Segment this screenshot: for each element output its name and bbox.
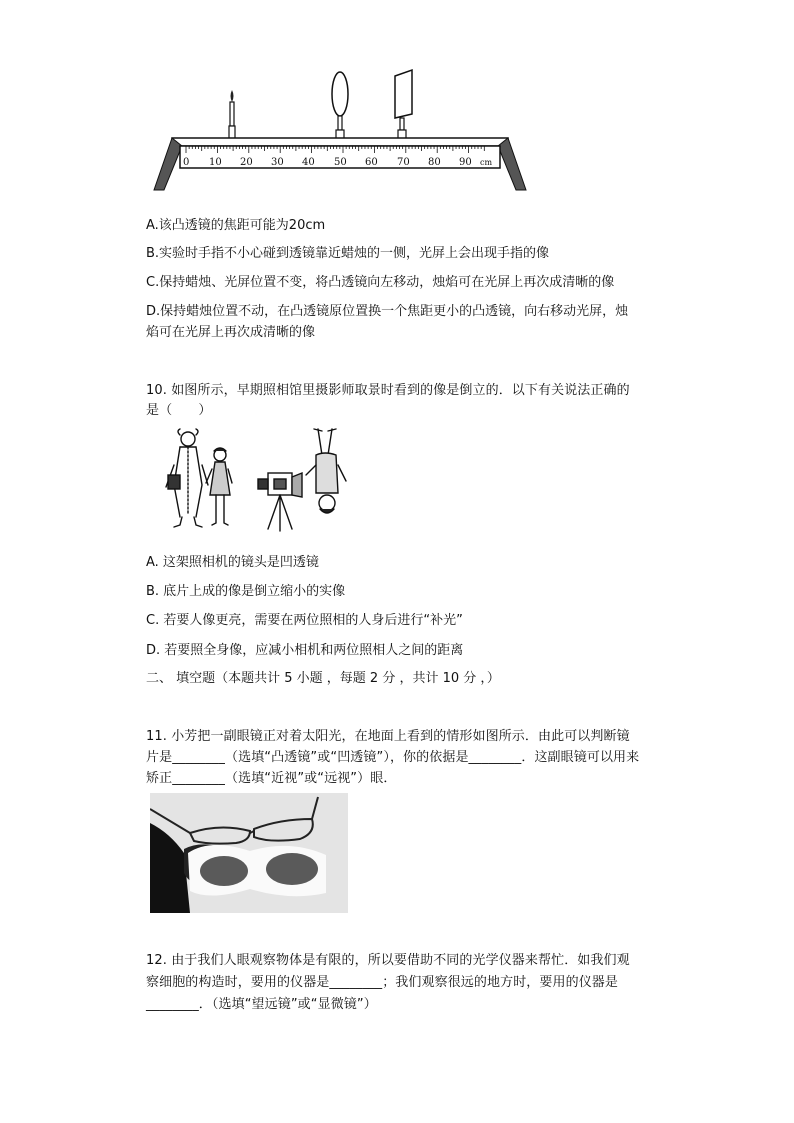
q11-line3: 矫正________（选填“近视”或“远视”）眼． [146,771,397,786]
ruler-label-0: 0 [183,157,190,168]
ruler-label-30: 30 [271,157,284,168]
ruler-label-60: 60 [365,157,378,168]
ruler-label-80: 80 [428,157,441,168]
photographer-cartoon-figure [150,425,360,540]
q10-stem-line1: 10. 如图所示，早期照相馆里摄影师取景时看到的像是倒立的．以下有关说法正确的 [146,383,630,398]
screen-icon [395,70,412,140]
woman-figure [206,448,232,525]
upside-down-photographer-figure [306,429,346,513]
q12-line1: 12. 由于我们人眼观察物体是有限的，所以要借助不同的光学仪器来帮忙．如我们观 [146,953,630,968]
q10-stem-line2: 是（ ） [146,403,212,418]
camera-figure [258,473,302,531]
q12-line3: ________．（选填“望远镜”或“显微镜”） [146,997,377,1012]
ruler-label-40: 40 [302,157,315,168]
q9-option-a: A.该凸透镜的焦距可能为20cm [146,218,326,233]
ruler-label-10: 10 [209,157,222,168]
q10-option-d: D. 若要照全身像，应减小相机和两位照相人之间的距离 [146,643,464,658]
q9-option-d-cont: 焰可在光屏上再次成清晰的像 [146,325,316,340]
glasses-photo-figure [150,793,348,913]
q9-option-c: C.保持蜡烛、光屏位置不变，将凸透镜向左移动，烛焰可在光屏上再次成清晰的像 [146,275,615,290]
ruler-unit: cm [480,158,493,167]
q10-option-c: C. 若要人像更亮，需要在两位照相的人身后进行“补光” [146,613,463,628]
q11-line2: 片是________（选填“凸透镜”或“凹透镜”），你的依据是________．这副眼镜可以用来 [146,750,640,765]
section-2-title: 二、 填空题（本题共计 5 小题 ，每题 2 分 ，共计 10 分 ，） [146,671,500,686]
q11-line1: 11. 小芳把一副眼镜正对着太阳光，在地面上看到的情形如图所示．由此可以判断镜 [146,729,630,744]
q9-option-d: D.保持蜡烛位置不动，在凸透镜原位置换一个焦距更小的凸透镜，向右移动光屏，烛 [146,304,629,319]
q10-option-b: B. 底片上成的像是倒立缩小的实像 [146,584,346,599]
lens-icon [332,72,348,140]
ruler-label-20: 20 [240,157,253,168]
old-man-figure [166,429,208,527]
optical-bench-figure [150,66,530,196]
q12-line2: 察细胞的构造时，要用的仪器是________；我们观察很远的地方时，要用的仪器是 [146,975,619,990]
ruler-label-50: 50 [334,157,347,168]
ruler-label-70: 70 [397,157,410,168]
q9-option-b: B.实验时手指不小心碰到透镜靠近蜡烛的一侧，光屏上会出现手指的像 [146,246,550,261]
candle-icon [229,90,235,140]
q10-option-a: A. 这架照相机的镜头是凹透镜 [146,555,319,570]
ruler-label-90: 90 [459,157,472,168]
